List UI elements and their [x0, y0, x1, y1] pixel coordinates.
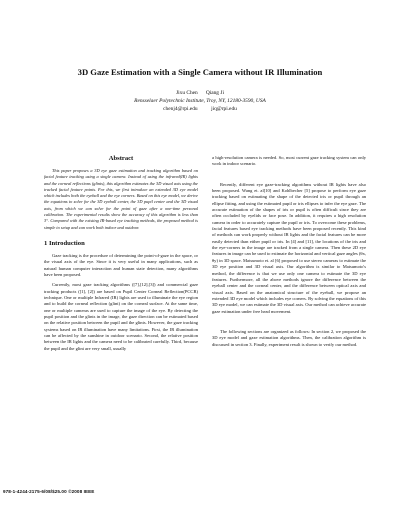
intro-paragraph-2: Currently, most gaze tracking algorithms ([7],[12],[3]) and commercial gaze tracking products ([1], [2]) are based on Pupil Center Corneal Reflection(PCCR) technique. One or multiple Infrared (IR) lights are used to illuminate the eye region and to build the corneal reflection (glint) on the corneal surface. At the same time, one or multiple cameras are used to capture the image of the eye. By detecting the pupil position and the glints in the image, the gaze direction can be estimated based on the relative position between the pupil and the glints. However, the gaze tracking systems based on IR illumination have many limitations. First, the IR illumination can be affected by the sunshine in outdoor scenario. Second, the relative position between the IR lights and the camera need to be calibrated carefully. Third, because the pupil and the glint are very small, usually [44, 282, 198, 351]
abstract-text: This paper proposes a 3D eye gaze estimation and tracking algorithm based on facial feature tracking using a single camera. Instead of using the infrared(IR) lights and the corneal reflections (glints), this algorithm estimates the 3D visual axis using the tracked facial feature points. For this, we first introduce an extended 3D eye model which includes both the eyeball and the eye corners. Based on this eye model, we derive the equations to solve for the 3D eyeball center, the 3D pupil center and the 3D visual axis, from which we can solve for the point of gaze after a one-time personal calibration. The experimental results show the accuracy of this algorithm is less than 3°. Compared with the existing IR-based eye tracking methods, the proposed method is simple to setup and can work both indoor and outdoor. [44, 168, 198, 230]
author-names: Jixu Chen Qiang Ji [176, 90, 224, 96]
right-paragraph-related-work: Recently, different eye gaze-tracking algorithms without IR lights have also been proposed. Wang et. al[10] and Kohlbecher [5] propose to perform eye gaze tracking based on estimating the shape of the detected iris or pupil through an ellipse fitting, and using the estimated pupil or iris ellipses to infer the eye gaze. The accurate estimation of the shapes of iris or pupil is often difficult since they are often occluded by eyelids or face pose. In addition, it requires a high resolution camera in order to accurately capture the pupil or iris. To overcome these problems, facial features based eye tracking methods have been proposed recently. This kind of methods can work properly without IR lights and the facial features can be more easily detected than either pupil or iris. In [4] and [11], the locations of the iris and the eye-corners in the image are tracked from a single camera. Then these 2D eye features in image can be used to estimate the horizontal and vertical gaze angles (θx, θy) in 3D space. Matsumoto et. al [6] proposed to use stereo cameras to estimate the 3D eye position and 3D visual axis. Our algorithm is similar to Matsumoto's method, the difference is that we use only one camera to estimate the 3D eye features. Furthermore, all the above methods ignore the difference between the eyeball center and the corneal center, and the difference between optical axis and visual axis. Based on the anatomical structure of the eyeball, we propose an extended 3D eye model which includes eye corners. By solving the equations of this 3D eye model, we can estimate the 3D visual axis. Our method can achieve accurate gaze estimation under free head movement. [212, 181, 366, 314]
abstract-heading: Abstract [108, 155, 134, 162]
affiliation: Rensselaer Polytechnic Institute, Troy, NY, 12180-3590, USA [134, 98, 266, 104]
right-paragraph-continued: a high-resolution camera is needed. So, most current gaze tracking system can only work in indoor scenario. [212, 155, 366, 167]
paper-title: 3D Gaze Estimation with a Single Camera without IR Illumination [77, 67, 323, 77]
right-column [212, 155, 366, 348]
left-column [44, 155, 198, 352]
intro-paragraph-1: Gaze tracking is the procedure of determining the point-of-gaze in the space, or the visual axis of the eye. Since it is very useful in many applications, such as natural human computer interaction and human state detection, many algorithms have been proposed. [44, 252, 198, 277]
author-emails: chenj4@rpi.edu jiq@rpi.edu [163, 106, 237, 112]
copyright-footer: 978-1-4244-2175-6/08/$25.00 ©2008 IEEE [3, 489, 95, 494]
abstract-section [44, 155, 198, 231]
right-paragraph-organization: The following sections are organized as follows: In section 2, we proposed the 3D eye model and gaze estimation algorithms. Then, the calibration algorithm is discussed in section 3. Finally, experiment result is shown to verify our method. [212, 328, 366, 347]
introduction-section [44, 240, 198, 352]
introduction-heading: 1 Introduction [44, 239, 85, 247]
